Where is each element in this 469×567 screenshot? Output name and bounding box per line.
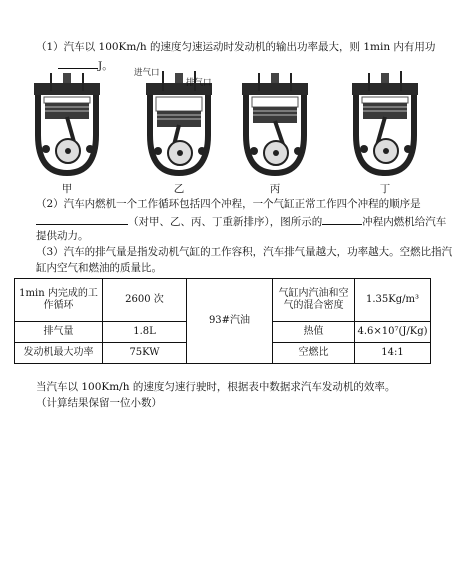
figure-label-ding: 丁 — [379, 183, 391, 195]
figure-label-jia: 甲 — [61, 183, 73, 195]
question-2-line-2-mid: （对甲、乙、丙、丁重新排序），图所示的 — [128, 216, 323, 228]
table-cell: 排气量 — [15, 322, 103, 343]
answer-blank-work[interactable] — [58, 57, 98, 69]
table-cell: 1.8L — [103, 322, 187, 343]
intake-port-callout: 进气口 — [134, 68, 160, 78]
question-2-line-2 — [36, 213, 446, 229]
figure-label-bing: 丙 — [269, 183, 281, 195]
question-1-text: （1）汽车以 100Km/h 的速度匀速运动时发动机的输出功率最大，则 1min 内有用功 — [36, 41, 436, 53]
table-row — [15, 279, 431, 322]
exhaust-port-callout: 排气口 — [186, 78, 212, 88]
question-3-line-1: （3）汽车的排气量是指发动机气缸的工作容积，汽车排气量越大，功率越大。空燃比指汽 — [36, 246, 453, 258]
question-2-line-3: 提供动力。 — [36, 230, 89, 242]
table-cell: 75KW — [103, 343, 187, 364]
answer-blank-stroke-order[interactable] — [36, 213, 128, 225]
engine-figure-yi — [136, 69, 222, 195]
table-cell: 1min 内完成的工作循环 — [15, 279, 103, 322]
engine-diagram-ding — [342, 69, 428, 179]
work-unit: J。 — [98, 60, 113, 72]
question-2-line-2-end: 冲程内燃机给汽车 — [362, 216, 447, 228]
question-4-line-1: 当汽车以 100Km/h 的速度匀速行驶时，根据表中数据求汽车发动机的效率。 — [36, 381, 396, 393]
table-cell: 1.35Kg/m³ — [355, 279, 431, 322]
table-cell: 热值 — [273, 322, 355, 343]
table-cell: 2600 次 — [103, 279, 187, 322]
engine-figure-ding — [342, 69, 428, 195]
figure-label-yi: 乙 — [173, 183, 185, 195]
question-2-line-1: （2）汽车内燃机一个工作循环包括四个冲程，一个气缸正常工作四个冲程的顺序是 — [36, 198, 421, 210]
engine-diagram-bing — [232, 69, 318, 179]
answer-blank-power-stroke[interactable] — [322, 213, 362, 225]
question-3-line-2: 缸内空气和燃油的质量比。 — [36, 262, 162, 274]
table-cell: 14:1 — [355, 343, 431, 364]
table-cell: 空燃比 — [273, 343, 355, 364]
engine-figure-bing — [232, 69, 318, 195]
engine-spec-table — [14, 278, 431, 364]
table-cell: 发动机最大功率 — [15, 343, 103, 364]
engine-stroke-figures — [10, 69, 450, 195]
table-cell: 气缸内汽油和空气的混合密度 — [273, 279, 355, 322]
question-4-line-2: （计算结果保留一位小数） — [36, 397, 162, 409]
engine-figure-jia — [24, 69, 110, 195]
fuel-type-cell: 93#汽油 — [187, 279, 273, 364]
table-cell: 4.6×10⁷(J/Kg) — [355, 322, 431, 343]
engine-diagram-jia — [24, 69, 110, 179]
